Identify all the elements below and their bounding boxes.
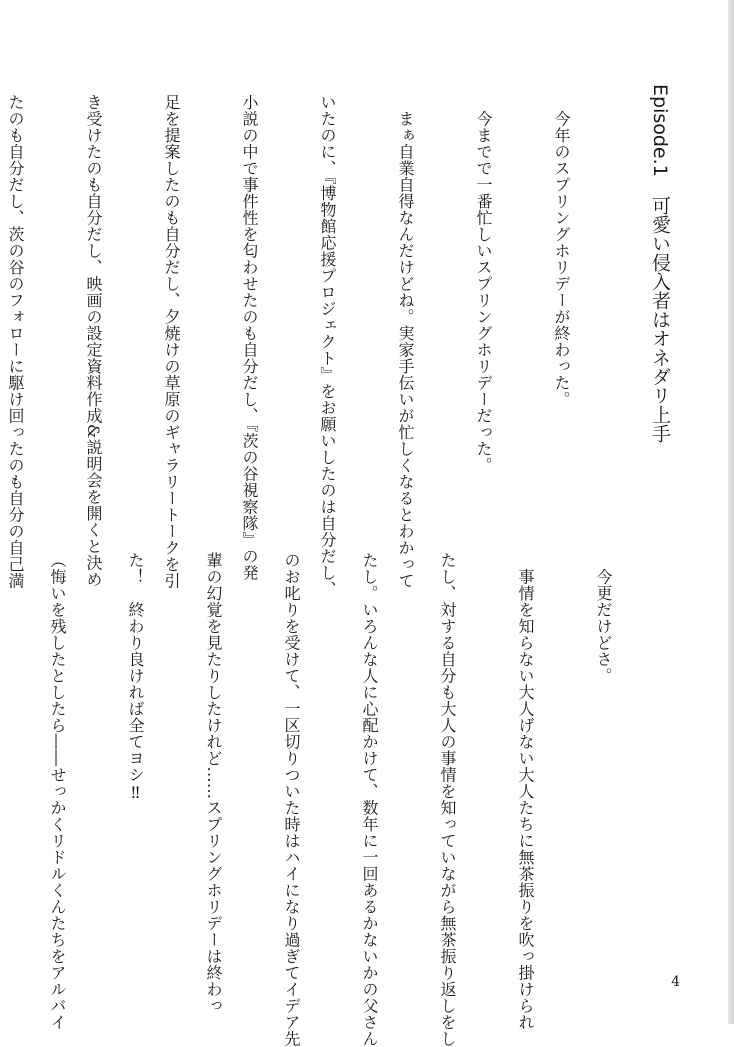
- paragraph-line: 今までで一番忙しいスプリングホリデーだった。: [474, 94, 493, 474]
- paragraph-line: まぁ自業自得なんだけどね。実家手伝いが忙しくなるとわかって: [396, 94, 415, 589]
- paragraph-line: たし、対する自分も大人の事情を知っていながら無茶振り返しをし: [438, 552, 457, 1047]
- paragraph-line: 足を提案したのも自分だし、夕焼けの草原のギャラリートークを引: [162, 94, 181, 589]
- paragraph-line: 今年のスプリングホリデーが終わった。: [552, 94, 571, 408]
- paragraph-line: 事情を知らない大人げない大人たちに無茶振りを吹っ掛けられ: [516, 552, 535, 1031]
- paragraph-line: 輩の幻覚を見たりしたけれど……スプリングホリデーは終わっ: [204, 552, 223, 1014]
- paragraph-line: き受けたのも自分だし、映画の設定資料作成&説明会を開くと決め: [84, 94, 103, 588]
- episode-title: Episode.1 可愛い侵入者はオネダリ上手: [649, 84, 671, 443]
- paragraph-line: いたのに、『博物館応援プロジェクト』をお願いしたのは自分だし、: [318, 94, 337, 598]
- page-edge-shadow: [728, 0, 734, 1024]
- paragraph-line: たし。いろんな人に心配かけて、数年に一回あるかないかの父さん: [360, 552, 379, 1047]
- paragraph-line: た！ 終わり良ければ全てヨシ‼: [126, 552, 145, 803]
- lower-text-block: [0, 552, 668, 1047]
- paragraph-line: 小説の中で事件性を匂わせたのも自分だし、『茨の谷視察隊』の発: [240, 94, 259, 581]
- upper-text-block: [0, 94, 626, 598]
- paragraph-line: 今更だけどさ。: [594, 552, 613, 684]
- paragraph-line: たのも自分だし、茨の谷のフォローに駆け回ったのも自分の自己満: [6, 94, 25, 589]
- paragraph-line: （悔いを残したとしたら――せっかくリドルくんたちをアルバイ: [48, 552, 67, 1031]
- paragraph-line: のお叱りを受けて、一区切りついた時はハイになり過ぎてイデア先: [282, 552, 301, 1047]
- page-number: 4: [671, 974, 680, 990]
